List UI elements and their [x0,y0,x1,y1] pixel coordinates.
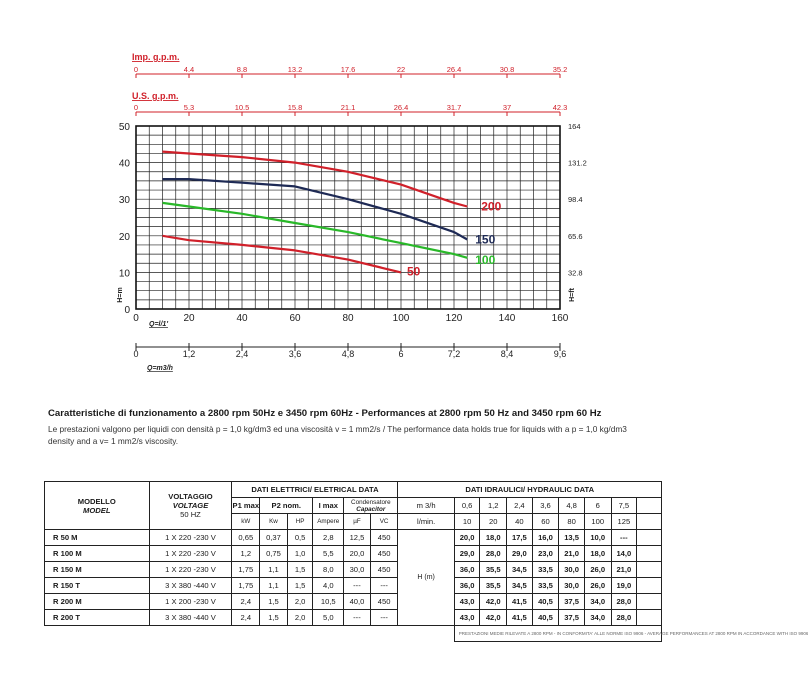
imax-header: I max [313,498,344,514]
specs-table [44,481,808,642]
head-value-cell: 36,0 [454,578,480,594]
head-value-cell: 35,5 [480,562,507,578]
y-right-tick-label: 131.2 [568,158,587,168]
y-tick-label: 10 [118,268,130,280]
model-cell: R 200 T [45,610,150,626]
head-value-cell: 30,0 [559,578,585,594]
secondary-x-tick-label: 1,2 [182,349,196,359]
p2-hp-cell: 1,0 [287,546,313,562]
series-label-50: 50 [407,264,421,279]
m3h-value: 6 [584,498,611,514]
uf-cell: --- [344,610,371,626]
model-header-it: MODELLO [77,496,116,506]
m3h-value: 1,2 [480,498,507,514]
top-axis-tick-label: 31.7 [446,103,462,112]
voltage-cell: 1 X 220 -230 V [149,562,232,578]
model-header-en: MODEL [83,505,111,515]
p1-cell: 1,2 [232,546,260,562]
m3h-header: m 3/h [398,498,454,514]
head-value-cell: 33,5 [532,562,559,578]
secondary-x-tick-label: 3,6 [288,349,302,359]
secondary-x-axis-label: Q=m3/h [147,365,173,372]
head-value-cell: 28,0 [480,546,507,562]
head-value-cell: 40,5 [532,610,559,626]
p1-cell: 2,4 [232,594,260,610]
x-tick-label: 20 [183,313,195,324]
head-value-cell: 30,0 [559,562,585,578]
head-value-cell: 43,0 [454,594,480,610]
x-tick-label: 40 [236,313,248,324]
top-axis-label: U.S. g.p.m. [132,91,179,101]
head-value-cell: 43,0 [454,610,480,626]
vc-cell: 450 [370,530,398,546]
y-right-axis-label: H=ft [569,288,576,302]
head-value-cell: 34,5 [507,562,533,578]
imax-cell: 5,0 [313,610,344,626]
imax-cell: 8,0 [313,562,344,578]
p2-hp-cell: 1,5 [287,578,313,594]
p2-hp-cell: 0,5 [287,530,313,546]
model-cell: R 150 M [45,562,150,578]
table-footnote: PRESTAZIONI MEDIE RILEVATE A 2800 RPM - IN CONFORMITA' ALLE NORME ISO 9906 - AVERAGE PERFORMANCES AT 2800 RPM IN ACCORDANCE WITH ISO 9906 [454,626,661,642]
model-cell: R 100 M [45,546,150,562]
table-row [45,546,662,562]
model-cell: R 200 M [45,594,150,610]
x-tick-label: 60 [289,313,301,324]
voltage-hz: 50 HZ [180,510,201,519]
uf-cell: 30,0 [344,562,371,578]
y-right-tick-label: 32.8 [568,268,583,278]
voltage-cell: 1 X 220 -230 V [149,546,232,562]
p2-hp-cell: 2,0 [287,594,313,610]
head-value-cell: 21,0 [611,562,637,578]
blank-cell [45,626,455,642]
x-tick-label: 120 [445,313,463,324]
x-axis-label: Q=l/1' [149,321,168,328]
unit-amp: Ampere [313,514,344,530]
head-value-cell: 34,0 [584,610,611,626]
secondary-x-tick-label: 8,4 [500,349,514,359]
head-value-cell: 10,0 [584,530,611,546]
caption-body: Le prestazioni valgono per liquidi con densità p = 1,0 kg/dm3 ed una viscosità v = 1 mm2/s / The performance data holds true for liquids with a p = 1,0 kg/dm3 density and a v= 1 mm2/s viscosity. [48,424,627,446]
x-tick-label: 80 [342,313,354,324]
secondary-x-tick-label: 2,4 [235,349,249,359]
secondary-x-tick-label: 9,6 [553,349,567,359]
x-tick-label: 140 [498,313,516,324]
series-label-100: 100 [475,252,496,267]
capacitor-header [344,498,398,514]
head-value-cell: 42,0 [480,594,507,610]
secondary-x-tick-label: 6 [398,349,404,359]
m3h-value: 7,5 [611,498,637,514]
imax-cell: 5,5 [313,546,344,562]
table-row [45,594,662,610]
top-axis-tick-label: 26.4 [446,65,462,74]
head-value-cell: 33,5 [532,578,559,594]
head-value-cell: 28,0 [611,594,637,610]
head-value-cell: 18,0 [584,546,611,562]
uf-cell: 12,5 [344,530,371,546]
y-tick-label: 30 [118,195,130,207]
top-axis-tick-label: 35.2 [552,65,568,74]
voltage-cell: 3 X 380 -440 V [149,610,232,626]
uf-cell: 20,0 [344,546,371,562]
p1-header: P1 max [232,498,260,514]
head-value-cell: 18,0 [480,530,507,546]
lmin-value: 80 [559,514,585,530]
table-row [45,530,662,546]
vc-cell: 450 [370,562,398,578]
voltage-cell: 1 X 200 -230 V [149,594,232,610]
y-axis-label: H=m [117,287,124,303]
lmin-value: 60 [532,514,559,530]
head-value-cell: 34,5 [507,578,533,594]
lmin-value: 100 [584,514,611,530]
p2-kw-cell: 1,1 [260,578,288,594]
top-axis-tick-label: 15.8 [287,103,303,112]
y-tick-label: 50 [118,122,130,133]
head-value-cell: 37,5 [559,610,585,626]
model-cell: R 150 T [45,578,150,594]
y-right-tick-label: 164 [568,122,581,131]
head-value-cell: 29,0 [454,546,480,562]
p1-cell: 1,75 [232,578,260,594]
unit-kw: kW [232,514,260,530]
x-tick-label: 0 [133,313,139,324]
unit-vc: VC [370,514,398,530]
unit-hp: HP [287,514,313,530]
y-right-tick-label: 98.4 [568,195,583,205]
voltage-header [149,482,232,530]
voltage-cell: 1 X 220 -230 V [149,530,232,546]
unit-kw2: Kw [260,514,288,530]
secondary-x-tick-label: 4,8 [341,349,355,359]
spacer-cell [637,514,662,530]
secondary-x-tick-label: 0 [133,349,139,359]
spacer-cell [637,498,662,514]
lmin-value: 125 [611,514,637,530]
electrical-header: DATI ELETTRICI/ ELETRICAL DATA [232,482,398,498]
caption-title: Caratteristiche di funzionamento a 2800 rpm 50Hz e 3450 rpm 60Hz - Performances at 2800 rpm 50 Hz and 3450 rpm 60 Hz [48,408,602,419]
top-axis-tick-label: 0 [133,103,139,112]
spacer-cell [637,578,662,594]
p2-hp-cell: 2,0 [287,610,313,626]
spacer-cell [637,546,662,562]
head-value-cell: 41,5 [507,610,533,626]
m3h-value: 4,8 [559,498,585,514]
table-row [45,610,662,626]
imax-cell: 4,0 [313,578,344,594]
top-axis-tick-label: 37 [502,103,512,112]
head-value-cell: 14,0 [611,546,637,562]
vc-cell: --- [370,578,398,594]
voltage-cell: 3 X 380 -440 V [149,578,232,594]
head-value-cell: 26,0 [584,578,611,594]
head-value-cell: 23,0 [532,546,559,562]
top-axis-tick-label: 21.1 [340,103,356,112]
top-axis-tick-label: 22 [396,65,406,74]
top-axis-tick-label: 42.3 [552,103,568,112]
head-label-cell: H (m) [398,530,454,626]
top-axis-tick-label: 13.2 [287,65,303,74]
model-header [45,482,150,530]
head-value-cell: 20,0 [454,530,480,546]
head-value-cell: 21,0 [559,546,585,562]
top-axis-tick-label: 26.4 [393,103,409,112]
top-axis-tick-label: 8.8 [236,65,248,74]
p2-kw-cell: 0,37 [260,530,288,546]
uf-cell: 40,0 [344,594,371,610]
vc-cell: 450 [370,546,398,562]
unit-uf: µF [344,514,371,530]
footnote-row [45,626,662,642]
spacer-cell [637,562,662,578]
series-curve-100 [163,203,468,258]
model-cell: R 50 M [45,530,150,546]
imax-cell: 2,8 [313,530,344,546]
head-value-cell: 42,0 [480,610,507,626]
table-row [45,578,662,594]
hydraulic-header: DATI IDRAULICI/ HYDRAULIC DATA [398,482,662,498]
uf-cell: --- [344,578,371,594]
head-value-cell: 16,0 [532,530,559,546]
head-value-cell: 34,0 [584,594,611,610]
p1-cell: 1,75 [232,562,260,578]
m3h-value: 2,4 [507,498,533,514]
pump-curve-chart [0,0,700,400]
p2-kw-cell: 1,5 [260,610,288,626]
p2-kw-cell: 0,75 [260,546,288,562]
lmin-header: l/min. [398,514,454,530]
x-tick-label: 100 [392,313,410,324]
head-value-cell: 40,5 [532,594,559,610]
lmin-value: 20 [480,514,507,530]
head-value-cell: 41,5 [507,594,533,610]
lmin-value: 40 [507,514,533,530]
spacer-cell [637,594,662,610]
top-axis-tick-label: 5.3 [183,103,195,112]
spacer-cell [637,610,662,626]
p2-kw-cell: 1,1 [260,562,288,578]
table-row [45,562,662,578]
vc-cell: --- [370,610,398,626]
imax-cell: 10,5 [313,594,344,610]
p1-cell: 0,65 [232,530,260,546]
head-value-cell: 13,5 [559,530,585,546]
spacer-cell [637,530,662,546]
y-right-tick-label: 65.6 [568,231,583,241]
top-axis-tick-label: 17.6 [340,65,356,74]
top-axis-label: Imp. g.p.m. [132,52,180,62]
series-curve-200 [163,152,468,207]
head-value-cell: 36,0 [454,562,480,578]
vc-cell: 450 [370,594,398,610]
x-tick-label: 160 [551,313,569,324]
p2-hp-cell: 1,5 [287,562,313,578]
m3h-value: 0,6 [454,498,480,514]
lmin-value: 10 [454,514,480,530]
p2-kw-cell: 1,5 [260,594,288,610]
series-label-150: 150 [475,232,496,247]
m3h-value: 3,6 [532,498,559,514]
top-axis-tick-label: 30.8 [499,65,515,74]
head-value-cell: 17,5 [507,530,533,546]
head-value-cell: 28,0 [611,610,637,626]
y-tick-label: 0 [124,305,130,316]
head-value-cell: 19,0 [611,578,637,594]
capacitor-en: Capacitor [356,505,386,513]
head-value-cell: 26,0 [584,562,611,578]
capacitor-it: Condensatore [351,498,391,506]
head-value-cell: 29,0 [507,546,533,562]
secondary-x-tick-label: 7,2 [447,349,461,359]
top-axis-tick-label: 10.5 [234,103,250,112]
p2-header: P2 nom. [260,498,313,514]
p1-cell: 2,4 [232,610,260,626]
top-axis-tick-label: 4.4 [183,65,195,74]
top-axis-tick-label: 0 [133,65,139,74]
series-label-200: 200 [481,199,502,214]
voltage-header-it: VOLTAGGIO [168,492,213,501]
y-tick-label: 40 [118,158,130,170]
head-value-cell: 37,5 [559,594,585,610]
head-value-cell: 35,5 [480,578,507,594]
y-tick-label: 20 [118,231,130,243]
voltage-header-en: VOLTAGE [172,501,209,510]
head-value-cell: --- [611,530,637,546]
